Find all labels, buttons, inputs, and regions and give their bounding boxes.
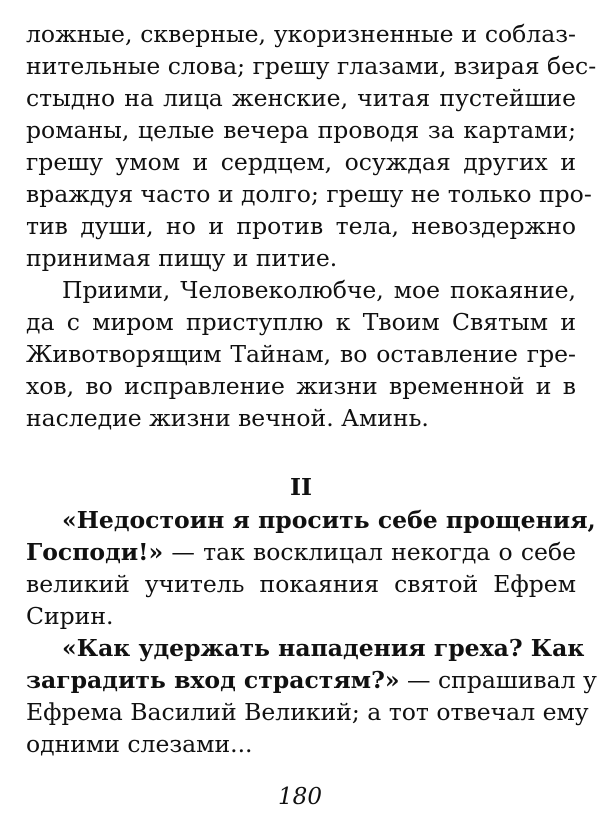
page-text [26,18,597,760]
text-line [26,536,576,568]
text-line: Сирин. [26,602,114,630]
text-line: грешу умом и сердцем, осуждая других и [26,148,576,176]
paragraph-4 [26,632,597,760]
text-line: нительные слова; грешу глазами, взирая бес- [26,52,597,80]
page-number: 180 [278,784,322,810]
text-line: Животворящим Тайнам, во оставление гре- [26,340,576,368]
text-line: ложные, скверные, укоризненные и соблаз- [26,20,576,48]
paragraph-1 [26,18,597,274]
bold-quote-line: «Недостоин я просить себе прощения, [62,506,596,534]
text-line: да с миром приступлю к Твоим Святым и [26,308,576,336]
paragraph-2 [26,274,576,434]
text-line: стыдно на лица женские, читая пустейшие [26,84,576,112]
text-line: враждуя часто и долго; грешу не только про- [26,180,592,208]
text-fragment: — так восклицал некогда о себе [163,538,576,566]
text-line: одними слезами... [26,730,253,758]
paragraph-3 [26,504,596,632]
bold-quote-fragment: Господи!» [26,538,164,566]
bold-quote-fragment: заградить вход страстям?» [26,666,400,694]
text-line: наследие жизни вечной. Аминь. [26,404,429,432]
text-line: тив души, но и против тела, невоздержно [26,212,576,240]
text-line: Приими, Человеколюбче, мое покаяние, [62,276,576,304]
bold-quote-line: «Как удержать нападения греха? Как [62,634,585,662]
text-line [26,664,597,696]
text-line: принимая пищу и питие. [26,244,338,272]
text-line: хов, во исправление жизни временной и в [26,372,576,400]
text-line: великий учитель покаяния святой Ефрем [26,570,576,598]
text-line: романы, целые вечера проводя за картами; [26,116,576,144]
text-fragment: — спрашивал у [399,666,597,694]
section-spacer [26,434,576,470]
section-heading: II [290,473,312,501]
text-line: Ефрема Василий Великий; а тот отвечал ему [26,698,589,726]
